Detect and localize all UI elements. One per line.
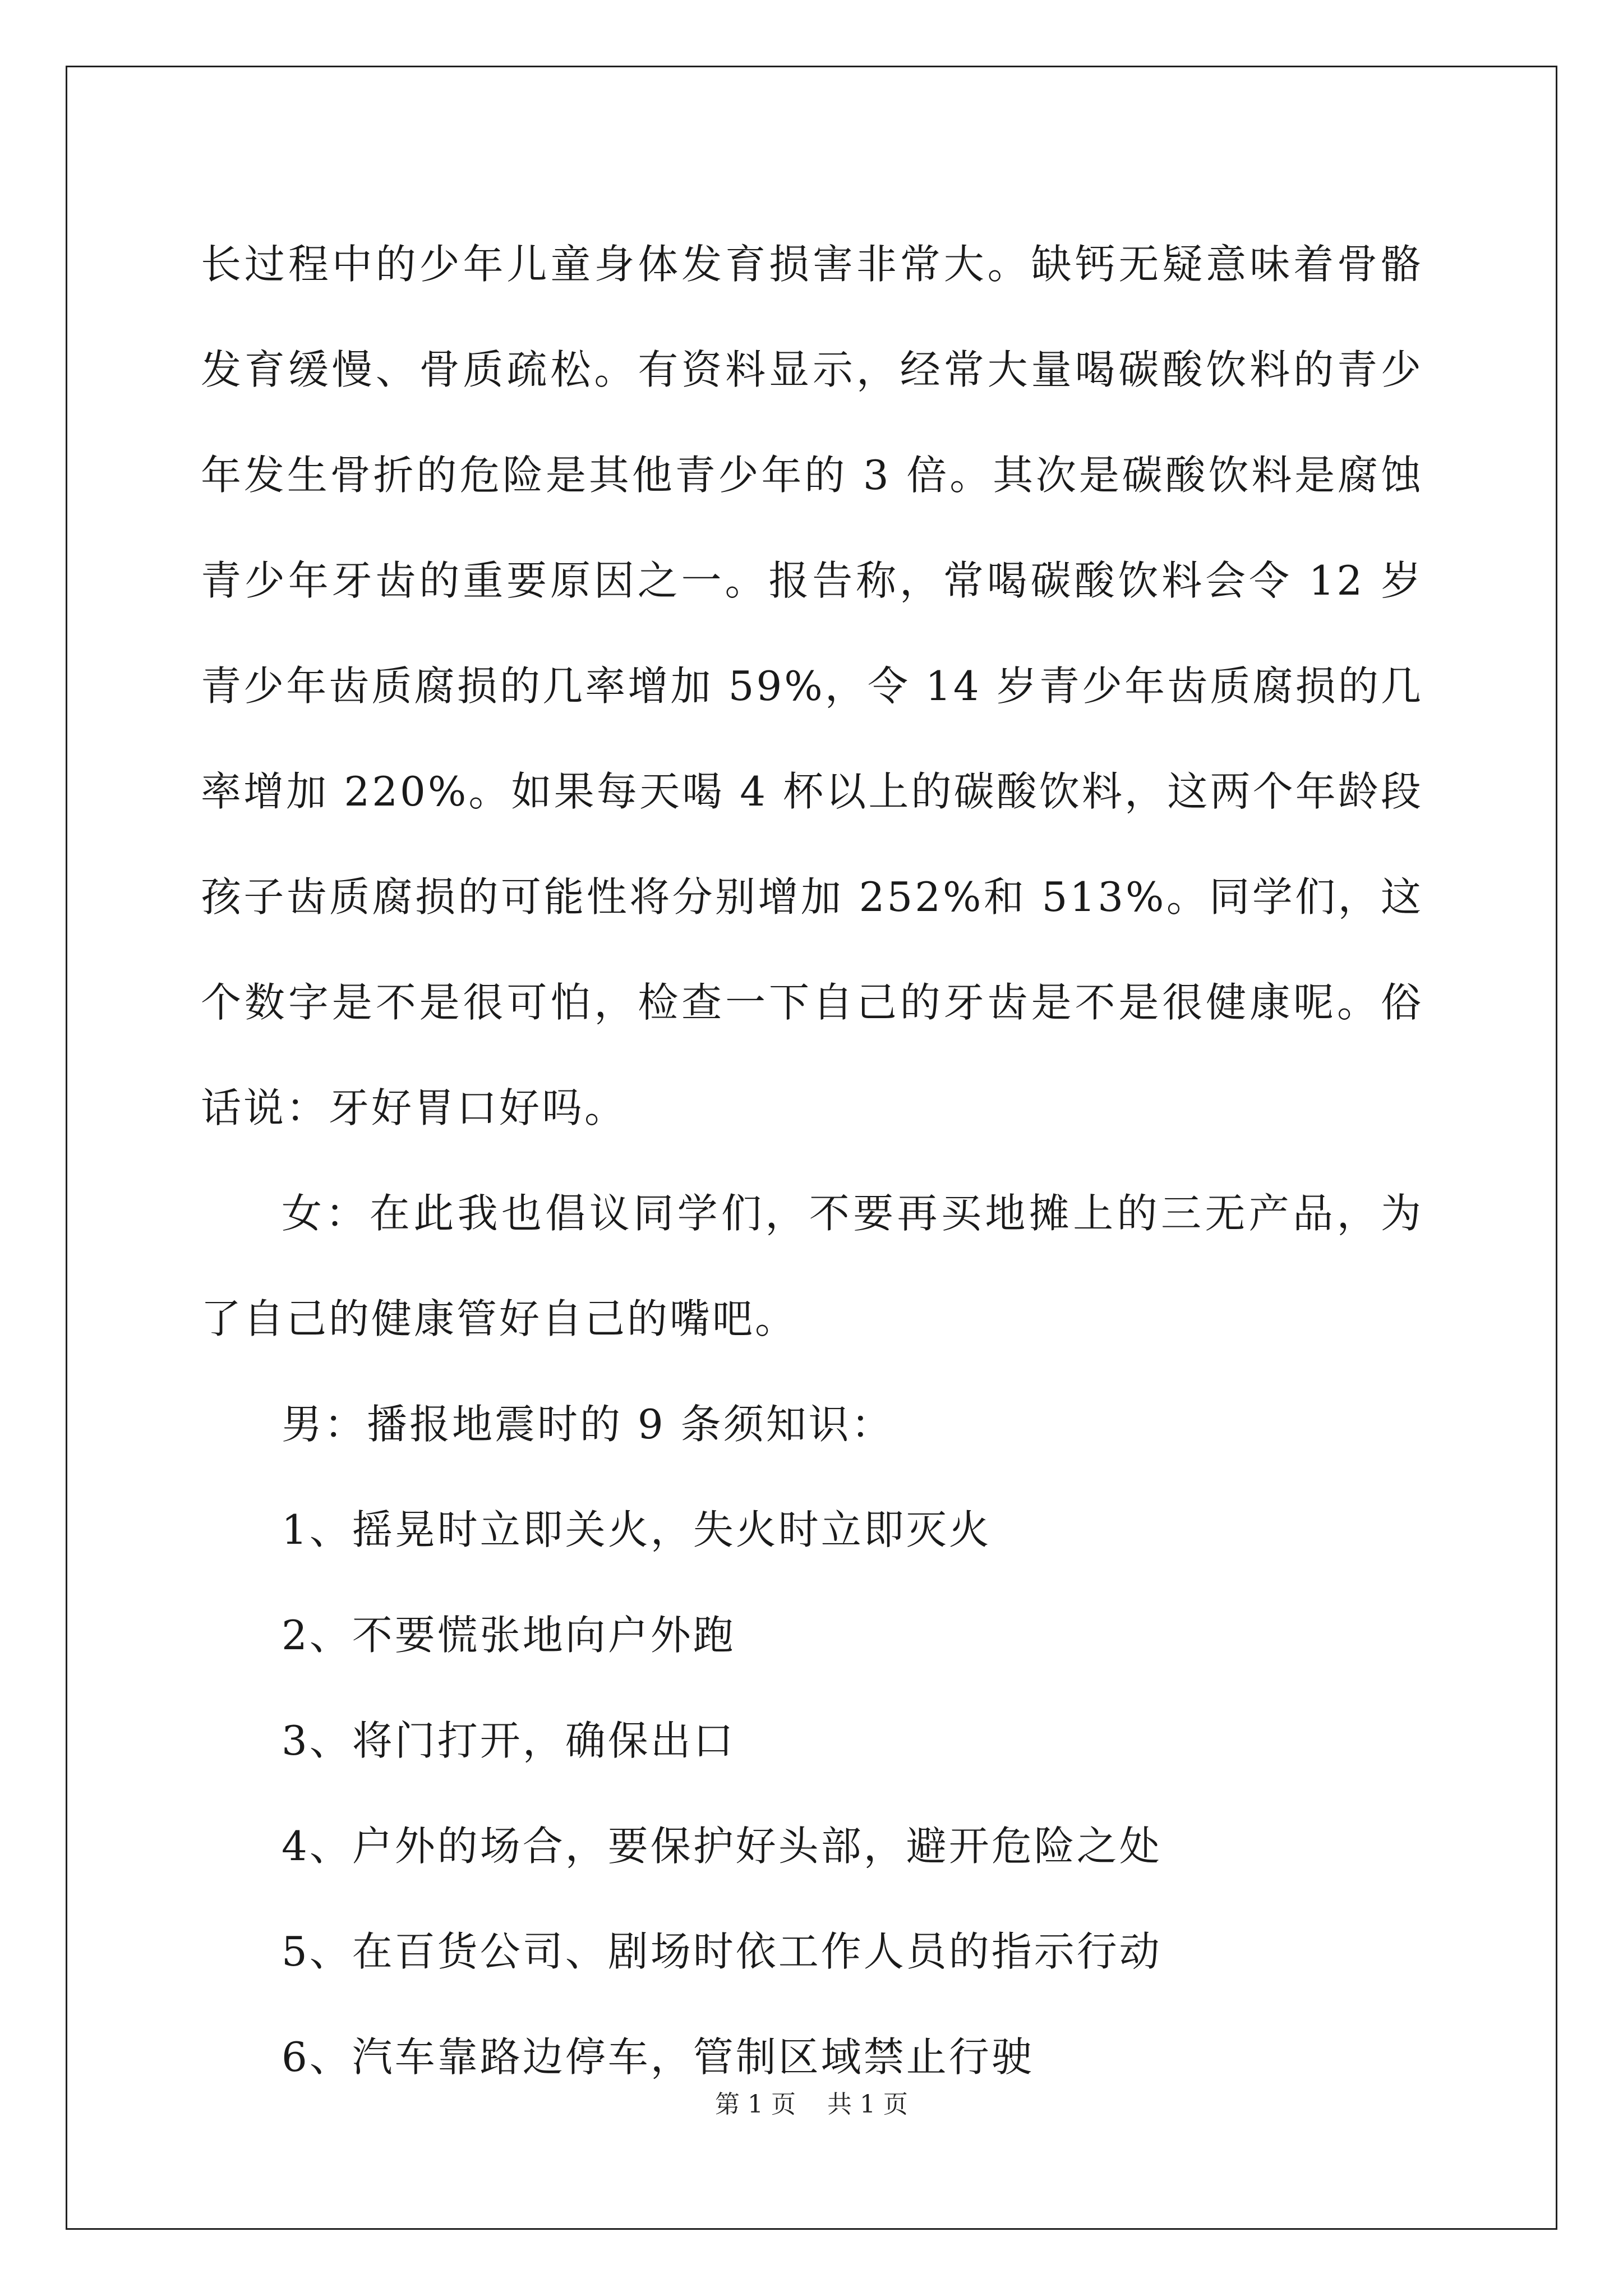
- page-number: 第 1 页: [715, 2090, 796, 2119]
- list-item-4: 4、户外的场合，要保护好头部，避开危险之处: [282, 1823, 1162, 1870]
- page-total: 共 1 页: [827, 2090, 908, 2119]
- list-item-2: 2、不要慌张地向户外跑: [282, 1612, 736, 1659]
- paragraph-soda-health: 长过程中的少年儿童身体发育损害非常大。缺钙无疑意味着骨骼发育缓慢、骨质疏松。有资料显示，经常大量喝碳酸饮料的青少年发生骨折的危险是其他青少年的 3 倍。其次是碳酸饮料是腐蚀青少年牙齿的重要原因之一。报告称，常喝碳酸饮料会令 12 岁青少年齿质腐损的几率增加 59%，令 14 岁青少年齿质腐损的几率增加 220%。如果每天喝 4 杯以上的碳酸饮料，这两个年龄段孩子齿质腐损的可能性将分别增加 252%和 513%。同学们，这个数字是不是很可怕，检查一下自己的牙齿是不是很健康呢。俗话说：牙好胃口好吗。: [201, 241, 1423, 1131]
- paragraph-female-proposal: 女：在此我也倡议同学们，不要再买地摊上的三无产品，为了自己的健康管好自己的嘴吧。: [201, 1190, 1423, 1342]
- list-item-1: 1、摇晃时立即关火，失火时立即灭火: [282, 1506, 992, 1553]
- list-item-5: 5、在百货公司、剧场时依工作人员的指示行动: [282, 1928, 1162, 1975]
- list-item-3: 3、将门打开，确保出口: [282, 1717, 736, 1764]
- page-footer: [0, 2088, 1623, 2122]
- list-item-6: 6、汽车靠路边停车，管制区域禁止行驶: [282, 2033, 1034, 2081]
- document-body: [201, 211, 1423, 2110]
- paragraph-male-earthquake-intro: 男：播报地震时的 9 条须知识：: [282, 1401, 894, 1448]
